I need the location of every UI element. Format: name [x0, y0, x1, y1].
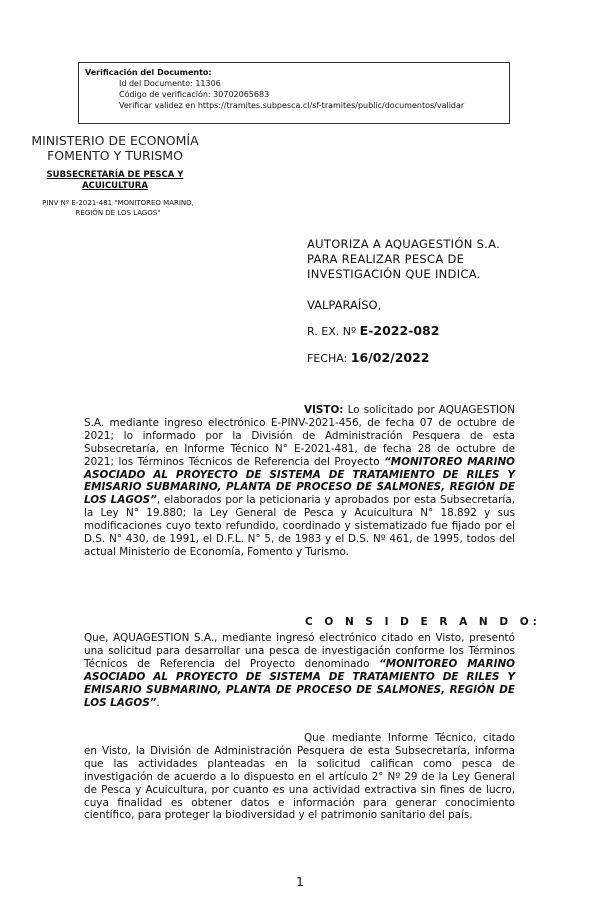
considerando-p1-end: . [156, 696, 160, 709]
rex-label: R. EX. Nº [307, 325, 357, 338]
visto-paragraph [84, 404, 515, 559]
considerando-p2-lead: Que mediante Informe Técnico, citado [304, 732, 515, 744]
verification-id: • Id del Documento: 11306 [119, 78, 503, 89]
verification-list [85, 78, 503, 111]
pinv-reference: PINV Nº E-2021-481 "MONITOREO MARINO, REGIÓN DE LOS LAGOS" [42, 199, 194, 217]
visto-project-name: “MONITOREO MARINO ASOCIADO AL PROYECTO DE SISTEMA DE TRATAMIENTO DE RILES Y EMISARIO SUBMARINO, PLANTA DE PROCESO DE SALMONES, REGIÓN DE LOS LAGOS” [84, 455, 515, 507]
verification-title: Verificación del Documento: [85, 68, 212, 77]
considerando-paragraph-1 [84, 632, 515, 709]
visto-text-1: Lo solicitado por AQUAGESTION S.A. mediante ingreso electrónico E-PINV-2021-456, de fecha 07 de octubre de 2021; lo informado por la División de Administración Pesquera de esta Subsecretaría, en Informe Técnico N° E-2021-481, de fecha 28 de octubre de 2021; los Términos Técnicos de Referencia del Proyecto [84, 404, 515, 468]
visto-text-2: , elaborados por la peticionaria y aprobados por esta Subsecretaría, la Ley N° 19.880; la Ley General de Pesca y Acuicultura N° 18.892 y sus modificaciones cuyo texto refundido, coordinado y sistematizado fue fijado por el D.S. N° 430, de 1991, el D.F.L. N° 5, de 1983 y el D.S. Nº 461, de 1995, todos del actual Ministerio de Economía, Fomento y Turismo. [84, 494, 515, 558]
resolution-title: AUTORIZA A AQUAGESTIÓN S.A. PARA REALIZAR PESCA DE INVESTIGACIÓN QUE INDICA. [307, 237, 501, 281]
verification-url: • Verificar validez en https://tramites.subpesca.cl/sf-tramites/public/documentos/validar [119, 100, 503, 111]
date-value: 16/02/2022 [350, 350, 430, 365]
considerando-paragraph-2 [84, 732, 515, 822]
considerando-p1-project: “MONITOREO MARINO ASOCIADO AL PROYECTO DE SISTEMA DE TRATAMIENTO DE RILES Y EMISARIO SUBMARINO, PLANTA DE PROCESO DE SALMONES, REGIÓN DE LOS LAGOS” [84, 657, 515, 709]
resolution-number [307, 323, 439, 338]
considerando-p2-text: en Visto, la División de Administración Pesquera de esta Subsecretaría, informa que las actividades planteadas en la solicitud califican como pesca de investigación de acuerdo a lo dispuesto en el artículo 2° Nº 29 de la Ley General de Pesca y Acuicultura, por cuanto es una actividad extractiva sin fines de lucro, cuya finalidad es obtener datos e información para generar conocimiento científico, para proteger la biodiversidad y el patrimonio sanitario del país. [84, 744, 515, 822]
date-label: FECHA: [307, 352, 348, 365]
visto-label: VISTO: [304, 404, 344, 416]
page-number: 1 [296, 875, 304, 889]
resolution-place: VALPARAÍSO, [307, 298, 382, 312]
ministry-line-2: FOMENTO Y TURISMO [47, 148, 183, 163]
subsecretaria-name: SUBSECRETARÍA DE PESCA Y ACUICULTURA [46, 170, 184, 191]
ministry-line-1: MINISTERIO DE ECONOMÍA [31, 133, 199, 148]
considerando-heading: C O N S I D E R A N D O: [305, 616, 541, 628]
considerando-p1-text: Que, AQUAGESTION S.A., mediante ingresó electrónico citado en Visto, presentó una solicitud para desarrollar una pesca de investigación conforme los Términos Técnicos de Referencia del Proyecto denominado [84, 632, 515, 670]
rex-number: E-2022-082 [359, 323, 440, 338]
verification-code: • Código de verificación: 30702065683 [119, 89, 503, 100]
ministry-name [30, 133, 200, 163]
resolution-date [307, 350, 430, 365]
verification-box [78, 62, 510, 124]
